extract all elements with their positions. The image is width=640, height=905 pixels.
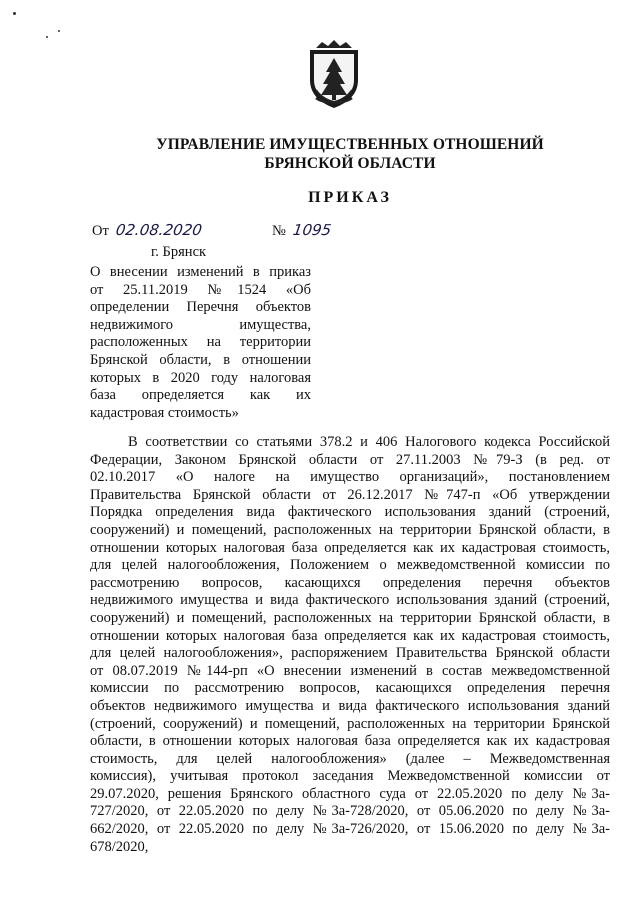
scan-speck: [13, 12, 16, 15]
handwritten-date: 02.08.2020: [115, 221, 204, 239]
body-line: (строений, сооружений) и помещений, расположенных на территории Брянской: [90, 715, 610, 732]
body-line: для целей налогообложения, Положением о межведомственной комиссии по: [90, 557, 610, 574]
number-prefix: №: [272, 223, 286, 239]
scan-speck: [58, 30, 60, 32]
subject-line: определении Перечня объектов: [90, 299, 311, 316]
body-line: объектов недвижимого имущества и вида фактического использования зданий: [90, 697, 610, 714]
body-line: Правительства Брянской области от 26.12.2017 №747-п «Об утверждении: [90, 486, 610, 503]
subject-line: О внесении изменений в приказ: [90, 264, 311, 280]
scan-speck: [46, 36, 48, 38]
body-line: сооружений) и помещений, расположенных на территории Брянской области, в: [90, 521, 610, 538]
city: г. Брянск: [151, 244, 207, 260]
handwritten-number: 1095: [292, 221, 333, 239]
body-line: недвижимого имущества и вида фактического использования зданий (строений,: [90, 592, 610, 609]
document-type: ПРИКАЗ: [308, 189, 392, 206]
body-line: В соответствии со статьями 378.2 и 406 Налогового кодекса Российской: [128, 434, 610, 450]
date-line: [92, 221, 202, 240]
body-line: рассмотрению вопросов, касающихся определения перечня объектов: [90, 574, 610, 591]
body-line: 02.10.2017 «О налоге на имущество организаций», постановлением: [90, 469, 610, 486]
subject-line: база определяется как их: [90, 387, 311, 404]
body-line: комиссия), учитывая протокол заседания Межведомственной комиссии от: [90, 768, 610, 785]
body-line: отношении которых налоговая база определяется как их кадастровая стоимость,: [90, 627, 610, 644]
body-line: стоимость, для целей налогообложения» (далее – Межведомственная: [90, 750, 610, 767]
body-line: 662/2020, от 22.05.2020 по делу №3а-726/2020, от 15.06.2020 по делу №3а-: [90, 821, 610, 838]
subject-line: расположенных на территории: [90, 334, 311, 351]
body-line: 29.07.2020, решения Брянского областного суда от 22.05.2020 по делу №3а-: [90, 785, 610, 802]
subject-line: от 25.11.2019 №1524 «Об: [90, 281, 311, 298]
body-line: комиссии по рассмотрению вопросов, касающихся определения перечня: [90, 680, 610, 697]
subject-line: недвижимого имущества,: [90, 316, 311, 333]
body-line: сооружений) и помещений, расположенных на территории Брянской области, в: [90, 609, 610, 626]
body-line: Порядка определения вида фактического использования зданий (строений,: [90, 504, 610, 521]
org-line-1: УПРАВЛЕНИЕ ИМУЩЕСТВЕННЫХ ОТНОШЕНИЙ: [156, 136, 544, 153]
subject-line: которых в 2020 году налоговая: [90, 369, 311, 386]
body-line: 727/2020, от 22.05.2020 по делу №3а-728/2020, от 05.06.2020 по делу №3а-: [90, 803, 610, 820]
org-line-2: БРЯНСКОЙ ОБЛАСТИ: [264, 155, 436, 172]
organization-name: [120, 135, 580, 173]
body-line: 678/2020,: [90, 838, 149, 855]
body-line: Федерации, Законом Брянской области от 27.11.2003 №79-З (в ред. от: [90, 451, 610, 468]
date-prefix: От: [92, 223, 109, 239]
subject-line: Брянской области, в отношении: [90, 351, 311, 368]
subject-line: кадастровая стоимость»: [90, 404, 239, 421]
body-line: области, в отношении которых налоговая база определяется как их кадастровая: [90, 733, 610, 750]
body-line: отношении которых налоговая база определяется как их кадастровая стоимость,: [90, 539, 610, 556]
body-paragraph: [90, 434, 610, 856]
subject-block: [90, 264, 311, 422]
number-line: [272, 221, 332, 240]
body-line: для целей налогообложения», распоряжением Правительства Брянской области: [90, 645, 610, 662]
bryansk-coat-of-arms-icon: [302, 40, 366, 110]
body-line: от 08.07.2019 №144-рп «О внесении изменений в состав межведомственной: [90, 662, 610, 679]
